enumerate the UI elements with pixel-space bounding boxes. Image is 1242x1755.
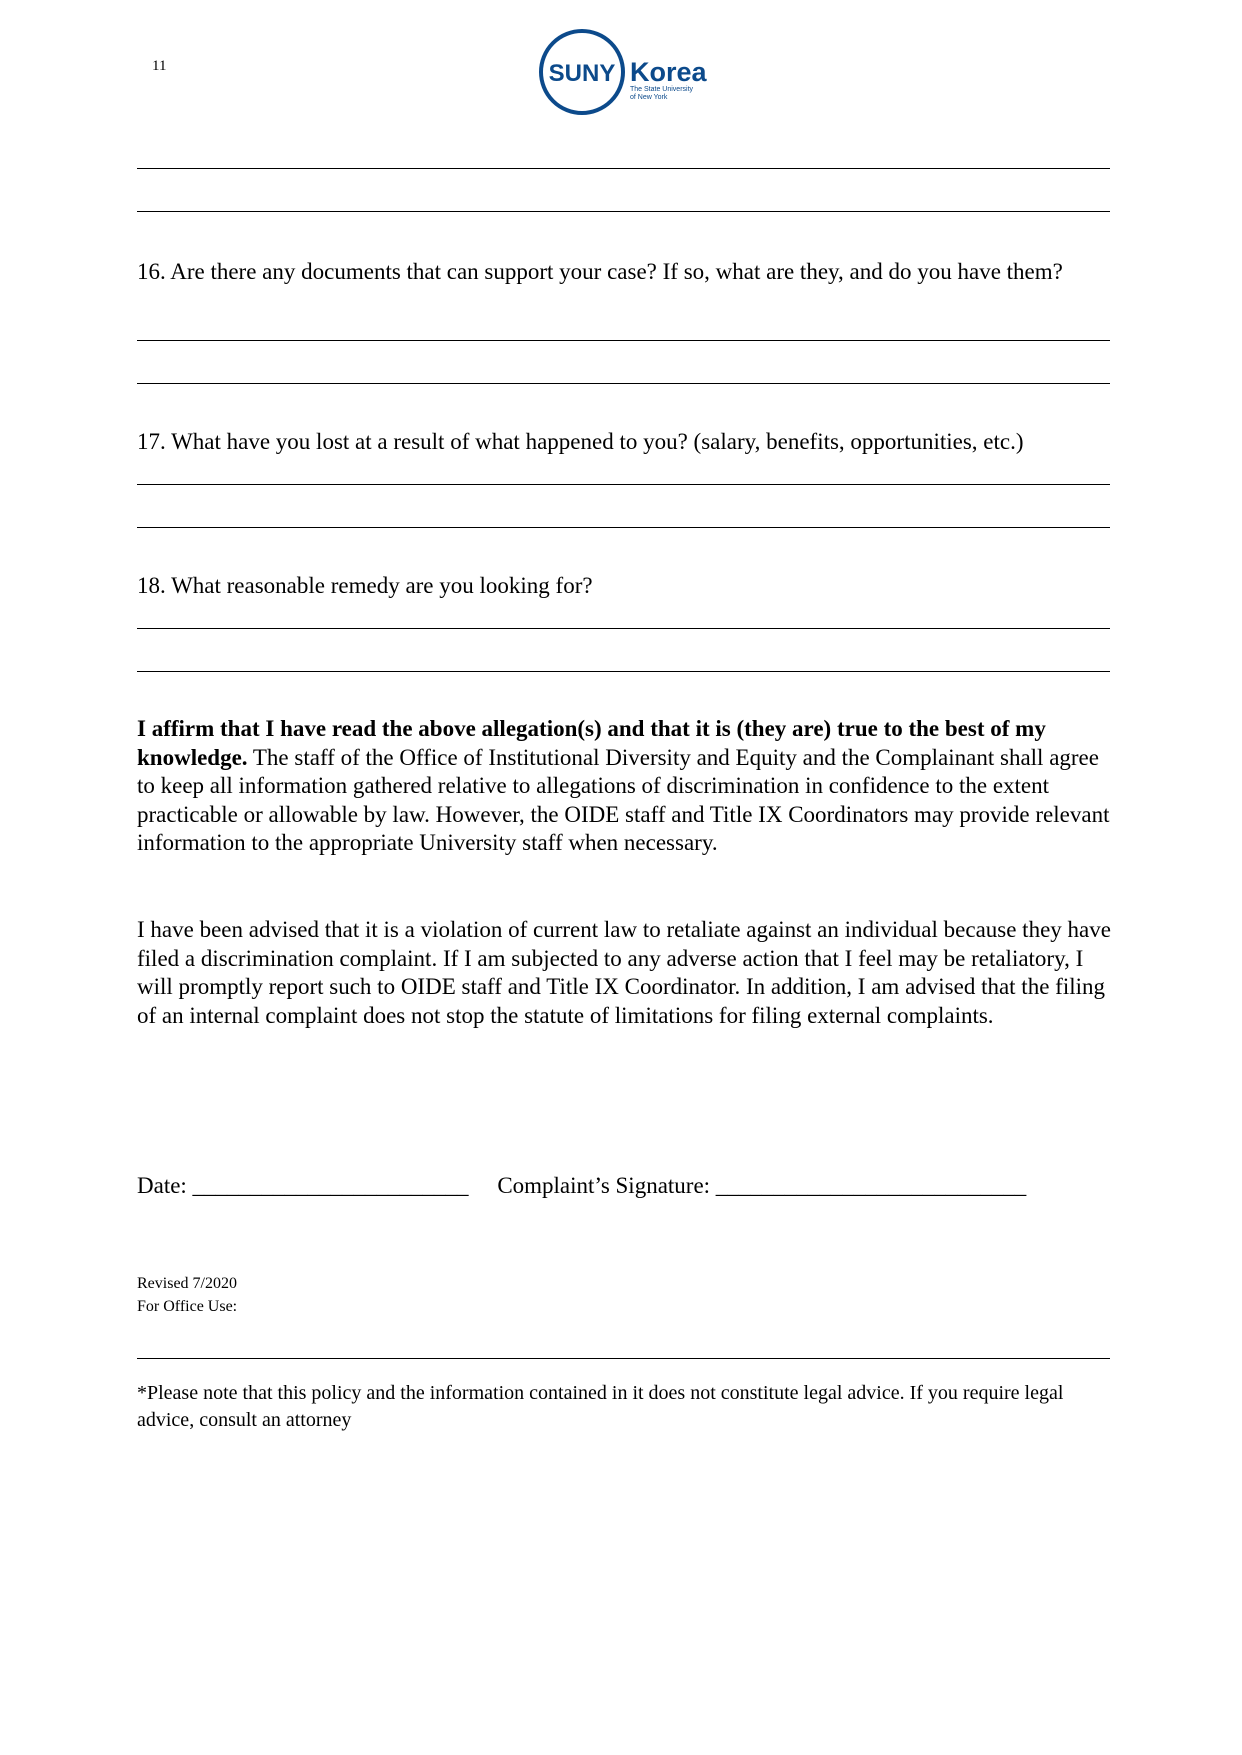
question-16: 16. Are there any documents that can support your case? If so, what are they, and do you have them? — [137, 259, 1063, 284]
legal-disclaimer: *Please note that this policy and the information contained in it does not constitute legal advice. If you require legal advice, consult an attorney — [137, 1382, 1064, 1431]
page-number: 11 — [152, 58, 167, 74]
office-use-label: For Office Use: — [137, 1298, 238, 1315]
affirmation-text: The staff of the Office of Institutional Diversity and Equity and the Complainant shall agree to keep all information gathered relative to allegations of discrimination in confidence to the extent practicable or allowable by law. However, the OIDE staff and Title IX Coordinators may provide relevant information to the appropriate University staff when necessary. — [137, 744, 1110, 856]
revised-date: Revised 7/2020 — [137, 1275, 237, 1292]
answer-line — [137, 484, 1110, 485]
affirmation-paragraph — [137, 715, 1112, 858]
logo-korea-text: Korea — [630, 57, 707, 87]
answer-line — [137, 527, 1110, 528]
affirmation-bold: I affirm that I have read the above allegation(s) and that it is (they are) true to the best of my knowledge. — [137, 716, 1046, 770]
answer-line — [137, 671, 1110, 672]
signature-row — [137, 1172, 1112, 1200]
answer-line — [137, 340, 1110, 341]
advisement-paragraph: I have been advised that it is a violation of current law to retaliate against an individual because they have filed a discrimination complaint. If I am subjected to any adverse action that I feel may be retaliatory, I will promptly report such to OIDE staff and Title IX Coordinator. In addition, I am advised that the filing of an internal complaint does not stop the statute of limitations for filing external complaints. — [137, 917, 1111, 1028]
signature-field[interactable]: Complaint’s Signature: ___________________________ — [497, 1173, 1027, 1198]
answer-line — [137, 168, 1110, 169]
suny-korea-logo — [538, 26, 718, 118]
logo-tagline-2: of New York — [630, 94, 668, 101]
answer-line — [137, 211, 1110, 212]
date-field[interactable]: Date: ________________________ — [137, 1173, 469, 1198]
answer-line — [137, 628, 1110, 629]
logo-suny-text: SUNY — [548, 60, 616, 87]
answer-line — [137, 383, 1110, 384]
logo-tagline-1: The State University — [630, 86, 694, 93]
question-17: 17. What have you lost at a result of what happened to you? (salary, benefits, opportunities, etc.) — [137, 429, 1024, 454]
office-use-line — [137, 1358, 1110, 1359]
question-18: 18. What reasonable remedy are you looking for? — [137, 573, 593, 598]
